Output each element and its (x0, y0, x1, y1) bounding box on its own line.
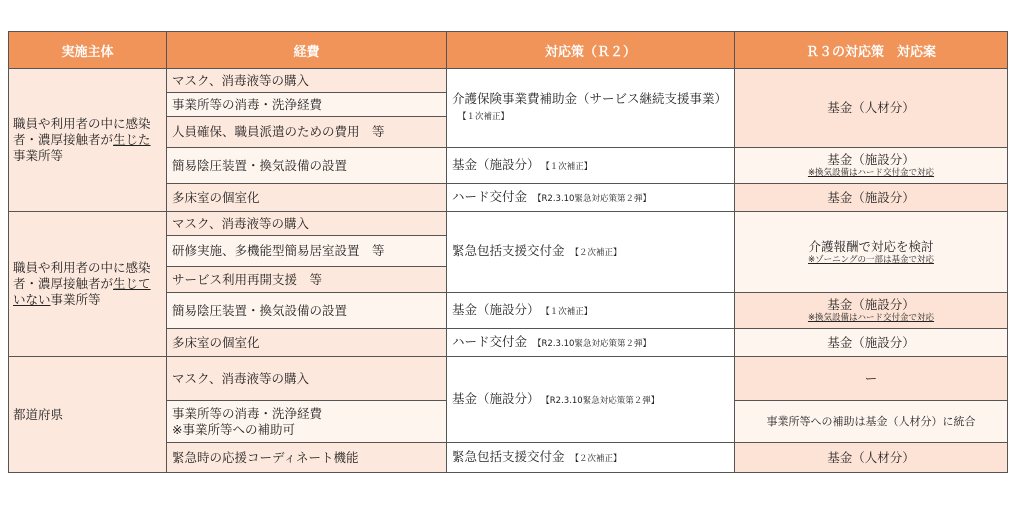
plan-cell: 基金（人材分） (735, 443, 1008, 473)
plan-cell (735, 212, 1008, 293)
cost-cell: 多床室の個室化 (167, 184, 447, 212)
subject-cell-prefecture: 都道府県 (9, 357, 167, 473)
cost-cell: 事業所等の消毒・洗浄経費 (167, 93, 447, 117)
cost-text: 事業所等の消毒・洗浄経費 (172, 405, 323, 421)
header-plan: Ｒ３の対応策 対応案 (735, 32, 1008, 69)
subject-cell-not-infected (9, 212, 167, 357)
measure-tag: 【R2.3.10緊急対応策第２弾】 (533, 193, 651, 204)
measure-cell (447, 69, 735, 148)
measure-cell (447, 148, 735, 184)
plan-text: 基金（施設分） (827, 152, 915, 167)
measure-text: 緊急包括支援交付金 (452, 243, 565, 258)
measure-text: ハード交付金 (452, 333, 528, 349)
cost-cell: 多床室の個室化 (167, 329, 447, 357)
plan-cell: 基金（施設分） (735, 184, 1008, 212)
cost-cell: 緊急時の応援コーディネート機能 (167, 443, 447, 473)
subject-text: 事業所等 (50, 292, 101, 307)
measure-text: 緊急包括支援交付金 (452, 448, 565, 464)
plan-cell: 事業所等への補助は基金（人材分）に統合 (735, 401, 1008, 443)
plan-cell: 基金（人材分） (735, 69, 1008, 148)
subject-text: 職員や利用者の中に感染者・濃厚接触者が (13, 116, 151, 147)
cost-cell: マスク、消毒液等の購入 (167, 212, 447, 236)
subject-underlined: 生じていない (13, 276, 151, 307)
header-subject: 実施主体 (9, 32, 167, 69)
plan-cell (735, 293, 1008, 329)
measure-cell (447, 293, 735, 329)
measure-cell (447, 357, 735, 443)
measure-tag: 【２次補正】 (570, 248, 622, 258)
measure-cell (447, 329, 735, 357)
plan-cell: ー (735, 357, 1008, 401)
measure-tag: 【２次補正】 (570, 453, 622, 464)
measure-text: 介護保険事業費補助金（サービス継続支援事業） (452, 91, 728, 106)
cost-cell (167, 401, 447, 443)
plan-cell (735, 148, 1008, 184)
plan-text: 基金（施設分） (827, 297, 915, 312)
cost-cell: マスク、消毒液等の購入 (167, 69, 447, 93)
cost-cell: 人員確保、職員派遣のための費用 等 (167, 117, 447, 148)
measure-text: ハード交付金 (452, 188, 528, 204)
table-row (9, 357, 1008, 401)
plan-text: 介護報酬で対応を検討 (808, 238, 934, 254)
subject-text: 職員や利用者の中に感染者・濃厚接触者が (13, 260, 151, 291)
cost-cell: 研修実施、多機能型簡易居室設置 等 (167, 236, 447, 267)
measure-cell (447, 443, 735, 473)
table-row (9, 69, 1008, 93)
subject-underlined: 生じた (113, 132, 151, 147)
measure-tag: 【R2.3.10緊急対応策第２弾】 (545, 395, 660, 406)
measures-table (8, 31, 1008, 473)
measure-text: 基金（施設分） (452, 390, 540, 406)
measure-tag: 【１次補正】 (545, 306, 593, 317)
measure-tag: 【１次補正】 (545, 161, 593, 172)
measure-text: 基金（施設分） (452, 301, 540, 317)
plan-note: ※換気設備はハード交付金で対応 (807, 168, 935, 178)
cost-cell: サービス利用再開支援 等 (167, 267, 447, 293)
subject-text: 事業所等 (13, 148, 64, 163)
header-row (9, 32, 1008, 69)
measure-cell (447, 212, 735, 293)
plan-cell: 基金（施設分） (735, 329, 1008, 357)
plan-note: ※換気設備はハード交付金で対応 (807, 313, 935, 323)
subject-cell-infected (9, 69, 167, 212)
cost-cell: 簡易陰圧装置・換気設備の設置 (167, 148, 447, 184)
table-row (9, 212, 1008, 236)
measure-cell (447, 184, 735, 212)
measure-text: 基金（施設分） (452, 156, 540, 172)
header-cost: 経費 (167, 32, 447, 69)
cost-note: ※事業所等への補助可 (172, 421, 295, 437)
measure-tag: 【１次補正】 (458, 112, 510, 122)
measure-tag: 【R2.3.10緊急対応策第２弾】 (533, 338, 651, 349)
cost-cell: マスク、消毒液等の購入 (167, 357, 447, 401)
header-measure: 対応策（Ｒ２） (447, 32, 735, 69)
plan-note: ※ゾーニングの一部は基金で対応 (808, 254, 934, 265)
cost-cell: 簡易陰圧装置・換気設備の設置 (167, 293, 447, 329)
